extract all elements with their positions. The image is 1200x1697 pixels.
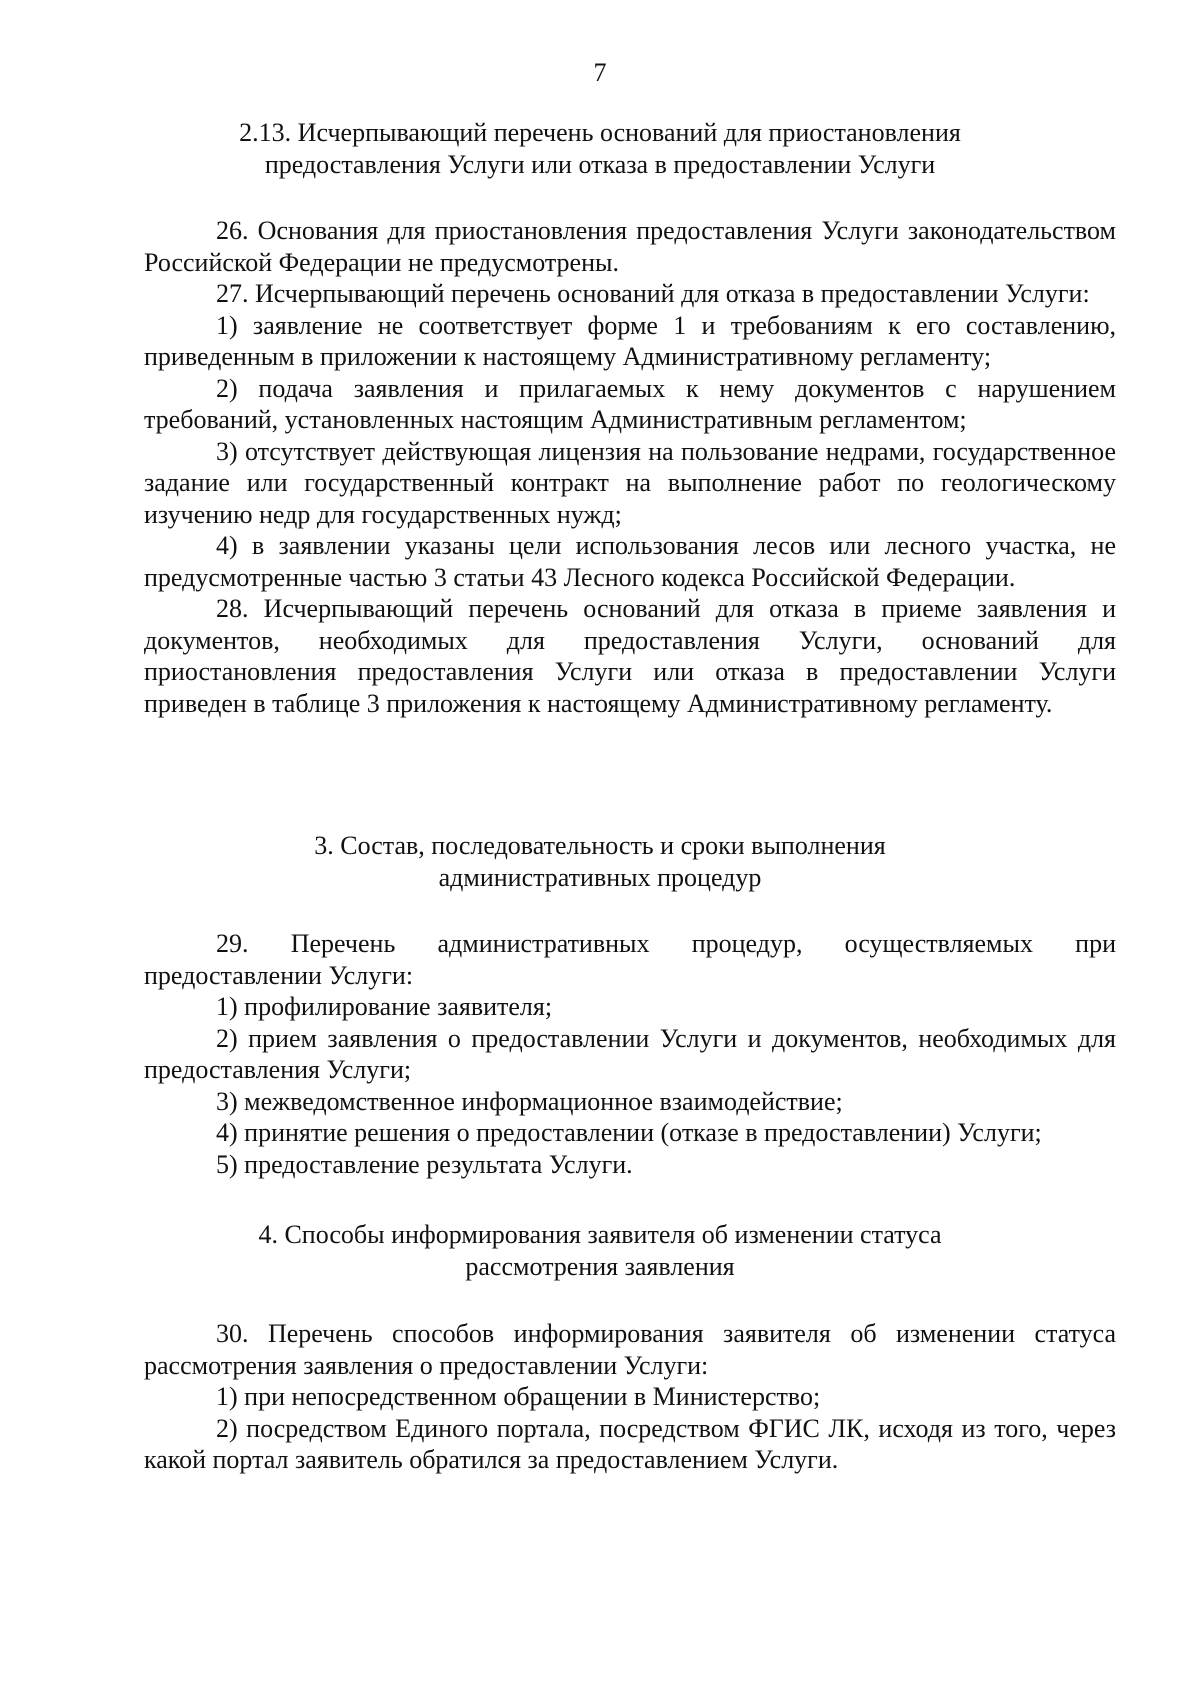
heading-line: административных процедур: [438, 862, 762, 892]
paragraph-26: 26. Основания для приостановления предоставления Услуги законодательством Российской Федерации не предусмотрены.: [144, 216, 1116, 277]
list-item: 2) подача заявления и прилагаемых к нему документов с нарушением требований, установленных настоящим Административным регламентом;: [144, 373, 1116, 434]
section-body-2-13: [144, 215, 1116, 719]
paragraph-30: 30. Перечень способов информирования заявителя об изменении статуса рассмотрения заявления о предоставлении Услуги:: [144, 1319, 1116, 1380]
list-item: 1) заявление не соответствует форме 1 и требованиям к его составлению, приведенным в приложении к настоящему Административному регламенту;: [144, 310, 1116, 371]
heading-line: 3. Состав, последовательность и сроки выполнения: [314, 831, 886, 860]
paragraph-29: 29. Перечень административных процедур, осуществляемых при предоставлении Услуги:: [144, 929, 1116, 990]
list-item: 3) межведомственное информационное взаимодействие;: [216, 1086, 843, 1116]
paragraph-28: 28. Исчерпывающий перечень оснований для отказа в приеме заявления и документов, необходимых для предоставления Услуги, оснований для приостановления предоставления Услуги или отказа в предоставлении Услуги приведен в таблице 3 приложения к настоящему Административному регламенту.: [144, 594, 1116, 718]
heading-line: рассмотрения заявления: [465, 1251, 735, 1281]
list-item: 1) профилирование заявителя;: [216, 992, 553, 1021]
section-body-3: [144, 928, 1116, 1180]
heading-line: предоставления Услуги или отказа в предоставлении Услуги: [264, 149, 936, 179]
list-item: 1) при непосредственном обращении в Министерство;: [216, 1382, 821, 1411]
list-item: 4) в заявлении указаны цели использования лесов или лесного участка, не предусмотренные частью 3 статьи 43 Лесного кодекса Российской Федерации.: [144, 531, 1116, 592]
list-item: 2) прием заявления о предоставлении Услуги и документов, необходимых для предоставления Услуги;: [144, 1023, 1116, 1084]
page-number: 7: [593, 58, 607, 87]
section-heading-2-13: [0, 117, 1200, 180]
paragraph-27: 27. Исчерпывающий перечень оснований для отказа в предоставлении Услуги:: [216, 279, 1090, 308]
heading-line: 2.13. Исчерпывающий перечень оснований для приостановления: [239, 118, 961, 147]
list-item: 4) принятие решения о предоставлении (отказе в предоставлении) Услуги;: [216, 1118, 1042, 1147]
list-item: 2) посредством Единого портала, посредством ФГИС ЛК, исходя из того, через какой портал заявитель обратился за предоставлением Услуги.: [144, 1413, 1116, 1474]
list-item: 3) отсутствует действующая лицензия на пользование недрами, государственное задание или государственный контракт на выполнение работ по геологическому изучению недр для государственных нужд;: [144, 436, 1116, 529]
section-heading-4: [0, 1219, 1200, 1282]
section-heading-3: [0, 830, 1200, 893]
list-item: 5) предоставление результата Услуги.: [216, 1149, 633, 1179]
section-body-4: [144, 1318, 1116, 1476]
heading-line: 4. Способы информирования заявителя об изменении статуса: [258, 1220, 942, 1249]
